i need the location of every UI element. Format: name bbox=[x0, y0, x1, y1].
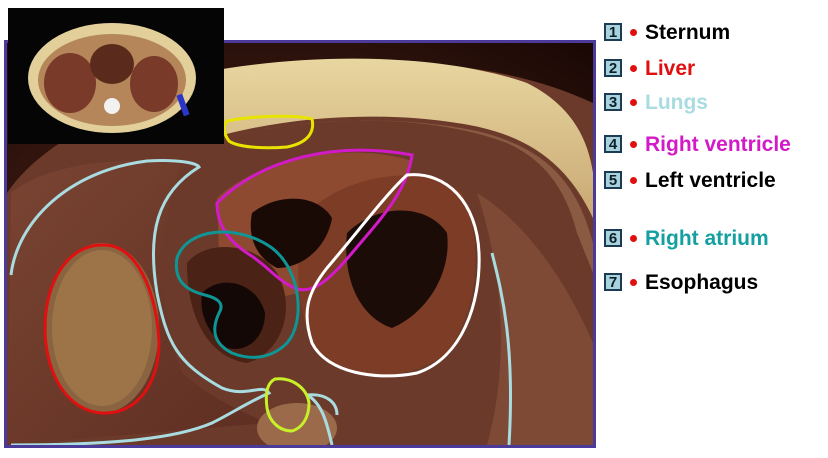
legend-item bbox=[604, 132, 791, 156]
legend-number-badge: 7 bbox=[604, 273, 622, 291]
legend-item bbox=[604, 226, 769, 250]
legend-label: Right ventricle bbox=[645, 132, 791, 156]
bullet-icon bbox=[630, 141, 637, 148]
legend-label: Lungs bbox=[645, 90, 708, 114]
thumbnail-lung bbox=[130, 56, 178, 112]
thumbnail-heart bbox=[90, 44, 134, 84]
bullet-icon bbox=[630, 235, 637, 242]
legend-item bbox=[604, 56, 695, 80]
legend-number-badge: 1 bbox=[604, 23, 622, 41]
legend-label: Left ventricle bbox=[645, 168, 776, 192]
legend-item bbox=[604, 270, 758, 294]
bullet-icon bbox=[630, 29, 637, 36]
legend-label: Sternum bbox=[645, 20, 731, 44]
legend-number-badge: 6 bbox=[604, 229, 622, 247]
thumbnail-liver bbox=[44, 53, 96, 113]
thumbnail-spine bbox=[104, 98, 120, 114]
bullet-icon bbox=[630, 177, 637, 184]
legend-item bbox=[604, 168, 776, 192]
bullet-icon bbox=[630, 279, 637, 286]
legend-label: Liver bbox=[645, 56, 696, 80]
thumbnail-drawing bbox=[8, 8, 224, 144]
liver-lesion-inner bbox=[52, 250, 152, 406]
legend-item bbox=[604, 90, 708, 114]
legend-number-badge: 4 bbox=[604, 135, 622, 153]
thumbnail-inset bbox=[8, 8, 224, 144]
legend-label: Right atrium bbox=[645, 226, 769, 250]
legend-number-badge: 5 bbox=[604, 171, 622, 189]
legend-label: Esophagus bbox=[645, 270, 759, 294]
bullet-icon bbox=[630, 65, 637, 72]
legend-number-badge: 3 bbox=[604, 93, 622, 111]
bullet-icon bbox=[630, 99, 637, 106]
legend-item bbox=[604, 20, 730, 44]
legend-number-badge: 2 bbox=[604, 59, 622, 77]
